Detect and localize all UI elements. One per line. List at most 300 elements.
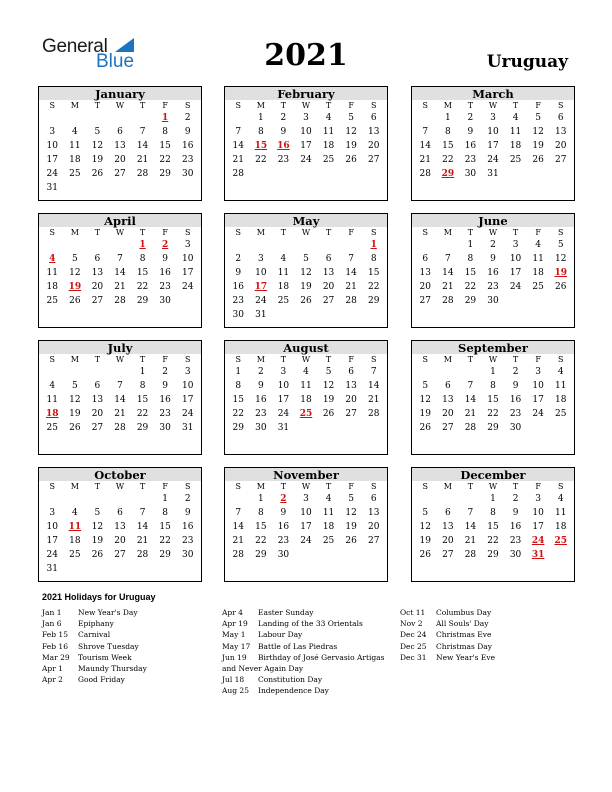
day-cell: 28: [136, 169, 149, 179]
day-cell: 6: [557, 113, 564, 123]
weekday-label: F: [348, 355, 354, 364]
holiday-name: Labour Day: [258, 630, 303, 640]
weekday-label: T: [325, 228, 332, 237]
day-cell: 16: [181, 522, 194, 532]
weekday-label: S: [235, 355, 242, 364]
weekday-label: T: [467, 355, 474, 364]
day-cell: 13: [114, 522, 126, 532]
weekday-label: S: [557, 101, 564, 110]
day-cell: 21: [419, 155, 431, 165]
day-grid: [39, 111, 201, 195]
day-grid: [412, 492, 574, 562]
day-cell: 11: [322, 508, 335, 518]
day-cell: 24: [46, 550, 58, 560]
day-cell: 14: [442, 268, 454, 278]
day-cell: 18: [277, 282, 290, 292]
day-cell: 10: [255, 268, 267, 278]
day-cell: 9: [280, 508, 287, 518]
empty-cell: [295, 238, 318, 252]
day-cell: 11: [554, 381, 567, 391]
holiday-column: [222, 607, 385, 697]
day-cell: 18: [69, 155, 81, 165]
empty-cell: [86, 492, 109, 506]
empty-cell: [227, 492, 250, 506]
weekday-label: W: [488, 228, 498, 237]
day-cell: 13: [367, 127, 380, 137]
empty-cell: [437, 492, 460, 506]
day-cell: 17: [509, 268, 522, 278]
day-cell: 26: [419, 550, 431, 560]
day-cell: 8: [139, 381, 146, 391]
holiday-day-cell: 18: [46, 409, 59, 419]
day-cell: 24: [487, 155, 499, 165]
month-title: January: [39, 87, 201, 100]
weekday-header: [39, 354, 201, 365]
holiday-name: Independence Day: [258, 686, 329, 696]
day-cell: 30: [181, 169, 194, 179]
day-cell: 14: [345, 268, 357, 278]
day-cell: 15: [442, 141, 454, 151]
day-cell: 22: [159, 536, 171, 546]
day-cell: 18: [554, 522, 567, 532]
day-cell: 7: [370, 367, 377, 377]
holiday-day-cell: 1: [162, 113, 169, 123]
weekday-label: F: [162, 228, 168, 237]
day-cell: 1: [162, 494, 168, 504]
weekday-label: S: [235, 482, 242, 491]
day-cell: 28: [345, 296, 357, 306]
weekday-label: F: [348, 101, 354, 110]
holiday-date: Jun 19: [222, 652, 247, 662]
day-cell: 5: [94, 508, 101, 518]
day-cell: 23: [232, 296, 244, 306]
weekday-label: T: [325, 482, 332, 491]
empty-cell: [340, 238, 363, 252]
day-cell: 17: [300, 141, 312, 151]
day-cell: 15: [255, 522, 267, 532]
weekday-header: [225, 227, 387, 238]
day-cell: 1: [490, 494, 496, 504]
weekday-header: [225, 100, 387, 111]
holiday-entry: [400, 641, 495, 652]
day-cell: 26: [91, 550, 104, 560]
day-cell: 20: [114, 155, 126, 165]
holiday-name: Christmas Eve: [436, 630, 492, 640]
day-grid: [225, 111, 387, 181]
weekday-label: T: [512, 355, 519, 364]
holiday-day-cell: 19: [554, 268, 567, 278]
month-september: [411, 340, 575, 455]
day-cell: 27: [114, 169, 126, 179]
day-cell: 14: [114, 268, 126, 278]
weekday-label: W: [488, 101, 498, 110]
day-cell: 22: [442, 155, 454, 165]
holiday-entry: [222, 652, 385, 663]
day-cell: 31: [46, 183, 58, 193]
month-title: June: [412, 214, 574, 227]
day-cell: 15: [487, 395, 499, 405]
day-cell: 16: [487, 268, 499, 278]
day-cell: 13: [367, 508, 380, 518]
day-cell: 5: [71, 381, 78, 391]
month-title: September: [412, 341, 574, 354]
month-title: April: [39, 214, 201, 227]
empty-cell: [414, 238, 437, 252]
weekday-label: T: [139, 101, 146, 110]
day-cell: 11: [322, 127, 335, 137]
weekday-label: F: [348, 482, 354, 491]
weekday-label: F: [535, 101, 541, 110]
weekday-label: T: [512, 482, 519, 491]
holiday-date: Apr 1: [42, 663, 63, 673]
holiday-name: Constitution Day: [258, 675, 323, 685]
weekday-label: M: [70, 228, 79, 237]
holiday-date: Feb 16: [42, 641, 68, 651]
weekday-label: T: [139, 355, 146, 364]
holiday-date: Oct 11: [400, 608, 426, 617]
day-cell: 5: [94, 127, 101, 137]
holiday-entry: [222, 663, 385, 674]
day-cell: 23: [464, 155, 477, 165]
month-july: [38, 340, 202, 455]
day-cell: 15: [159, 141, 171, 151]
day-cell: 30: [159, 423, 171, 433]
weekday-label: S: [235, 228, 242, 237]
day-cell: 24: [181, 409, 194, 419]
day-cell: 27: [114, 550, 126, 560]
weekday-label: S: [422, 482, 429, 491]
holiday-entry: [42, 674, 147, 685]
weekday-label: T: [94, 482, 101, 491]
day-cell: 11: [532, 254, 544, 264]
day-cell: 6: [117, 508, 123, 518]
day-cell: 2: [512, 494, 519, 504]
day-cell: 20: [442, 536, 454, 546]
day-cell: 24: [509, 282, 522, 292]
day-cell: 6: [117, 127, 123, 137]
weekday-label: T: [467, 228, 474, 237]
day-cell: 10: [277, 381, 290, 391]
weekday-label: M: [443, 228, 452, 237]
day-cell: 18: [322, 522, 335, 532]
day-cell: 10: [532, 508, 544, 518]
day-cell: 1: [444, 113, 451, 123]
weekday-label: T: [139, 482, 146, 491]
brand-name-line1: General: [42, 36, 108, 57]
day-cell: 28: [114, 423, 126, 433]
holiday-name: Birthday of José Gervasio Artigas: [258, 652, 385, 662]
empty-cell: [41, 238, 64, 252]
day-cell: 28: [442, 296, 454, 306]
day-cell: 24: [255, 296, 267, 306]
holiday-date: Apr 19: [222, 619, 248, 629]
day-cell: 7: [139, 127, 146, 137]
weekday-label: T: [467, 101, 474, 110]
weekday-label: S: [49, 355, 56, 364]
day-cell: 17: [181, 395, 194, 405]
day-cell: 22: [136, 409, 149, 419]
day-cell: 14: [136, 522, 149, 532]
month-may: [224, 213, 388, 328]
day-cell: 16: [277, 522, 290, 532]
day-cell: 19: [300, 282, 312, 292]
day-cell: 19: [532, 141, 544, 151]
day-grid: [225, 492, 387, 562]
day-cell: 3: [303, 113, 309, 123]
day-cell: 4: [280, 254, 287, 264]
holiday-name: Carnival: [78, 630, 111, 640]
day-cell: 10: [300, 508, 312, 518]
holiday-day-cell: 1: [139, 240, 146, 250]
weekday-label: S: [370, 482, 377, 491]
day-cell: 15: [464, 268, 477, 278]
day-cell: 1: [139, 367, 146, 377]
holiday-name: Maundy Thursday: [78, 663, 147, 673]
day-cell: 19: [345, 141, 357, 151]
day-cell: 15: [232, 395, 244, 405]
day-cell: 26: [69, 423, 81, 433]
day-cell: 31: [487, 169, 499, 179]
day-cell: 14: [464, 522, 477, 532]
holiday-day-cell: 1: [370, 240, 377, 250]
day-cell: 13: [322, 268, 335, 278]
day-cell: 14: [464, 395, 477, 405]
day-cell: 6: [444, 381, 451, 391]
day-cell: 18: [532, 268, 544, 278]
day-cell: 29: [136, 296, 149, 306]
month-december: [411, 467, 575, 582]
day-cell: 29: [159, 169, 171, 179]
empty-cell: [437, 365, 460, 379]
day-grid: [225, 238, 387, 322]
weekday-label: W: [301, 355, 311, 364]
holiday-entry: [400, 607, 495, 618]
empty-cell: [109, 492, 132, 506]
day-cell: 21: [464, 536, 477, 546]
day-cell: 23: [277, 155, 290, 165]
day-cell: 4: [557, 494, 564, 504]
holiday-name: All Souls' Day: [436, 619, 489, 629]
day-cell: 2: [467, 113, 474, 123]
day-cell: 31: [181, 423, 194, 433]
day-cell: 4: [535, 240, 541, 250]
day-cell: 19: [91, 536, 104, 546]
weekday-label: S: [422, 228, 429, 237]
weekday-label: S: [557, 355, 564, 364]
empty-cell: [459, 492, 482, 506]
day-cell: 27: [91, 423, 104, 433]
holiday-date: Dec 25: [400, 641, 427, 651]
day-cell: 24: [300, 536, 312, 546]
day-cell: 22: [255, 155, 267, 165]
empty-cell: [414, 492, 437, 506]
day-cell: 3: [490, 113, 496, 123]
day-cell: 10: [46, 141, 58, 151]
day-cell: 27: [367, 536, 380, 546]
day-cell: 1: [490, 367, 496, 377]
weekday-label: S: [49, 482, 56, 491]
day-cell: 6: [370, 113, 377, 123]
holiday-name: New Year's Eve: [436, 652, 496, 662]
day-cell: 21: [136, 536, 149, 546]
day-cell: 24: [532, 409, 544, 419]
day-cell: 3: [535, 367, 541, 377]
weekday-header: [39, 227, 201, 238]
day-cell: 17: [487, 141, 499, 151]
day-cell: 8: [444, 127, 451, 137]
holiday-name: Landing of the 33 Orientals: [258, 619, 363, 629]
day-cell: 1: [257, 494, 264, 504]
day-cell: 12: [69, 268, 81, 278]
day-cell: 9: [490, 254, 496, 264]
day-cell: 22: [255, 536, 267, 546]
day-cell: 20: [322, 282, 335, 292]
day-cell: 22: [136, 282, 149, 292]
day-cell: 26: [532, 155, 544, 165]
holiday-column: [42, 607, 147, 685]
day-cell: 9: [467, 127, 474, 137]
holiday-date: Mar 29: [42, 652, 70, 662]
holiday-date: Feb 15: [42, 630, 68, 640]
holiday-entry: [222, 674, 385, 685]
day-cell: 6: [348, 367, 354, 377]
day-cell: 7: [348, 254, 354, 264]
day-cell: 7: [117, 254, 123, 264]
weekday-label: T: [94, 228, 101, 237]
holiday-entry: [400, 618, 495, 629]
day-cell: 4: [325, 113, 332, 123]
weekday-header: [225, 354, 387, 365]
day-cell: 17: [532, 395, 544, 405]
day-cell: 16: [509, 522, 522, 532]
day-cell: 18: [46, 282, 58, 292]
weekday-label: F: [535, 228, 541, 237]
day-cell: 28: [367, 409, 380, 419]
holidays-title: 2021 Holidays for Uruguay: [42, 592, 156, 602]
day-cell: 25: [46, 296, 58, 306]
day-cell: 11: [46, 268, 58, 278]
day-cell: 31: [46, 564, 58, 574]
day-cell: 21: [232, 536, 244, 546]
weekday-label: T: [94, 101, 101, 110]
holiday-entry: [42, 663, 147, 674]
weekday-label: F: [162, 482, 168, 491]
holiday-date: Dec 31: [400, 652, 427, 662]
weekday-label: S: [184, 482, 191, 491]
day-cell: 2: [280, 113, 287, 123]
day-cell: 19: [419, 536, 431, 546]
day-grid: [39, 238, 201, 308]
day-cell: 29: [487, 423, 499, 433]
day-cell: 12: [69, 395, 81, 405]
weekday-label: M: [70, 482, 79, 491]
weekday-label: T: [280, 228, 287, 237]
day-cell: 17: [46, 155, 58, 165]
holiday-date: Jan 1: [42, 608, 62, 617]
day-cell: 9: [257, 381, 264, 391]
day-cell: 25: [322, 536, 335, 546]
day-cell: 11: [277, 268, 290, 278]
weekday-label: T: [325, 101, 332, 110]
month-title: July: [39, 341, 201, 354]
day-cell: 28: [232, 550, 244, 560]
day-cell: 14: [114, 395, 126, 405]
weekday-label: S: [422, 355, 429, 364]
empty-cell: [227, 111, 250, 125]
day-cell: 9: [280, 127, 287, 137]
day-grid: [412, 238, 574, 308]
weekday-label: M: [70, 355, 79, 364]
day-cell: 30: [255, 423, 267, 433]
day-cell: 11: [554, 508, 567, 518]
country-name: Uruguay: [486, 52, 568, 72]
day-cell: 15: [487, 522, 499, 532]
day-cell: 8: [257, 127, 264, 137]
month-april: [38, 213, 202, 328]
holiday-date: Dec 24: [400, 630, 427, 640]
day-cell: 1: [235, 367, 242, 377]
day-grid: [412, 365, 574, 435]
day-cell: 23: [159, 409, 171, 419]
day-cell: 29: [487, 550, 499, 560]
day-cell: 21: [114, 282, 126, 292]
empty-cell: [109, 365, 132, 379]
holiday-name: Tourism Week: [78, 652, 132, 662]
day-cell: 18: [554, 395, 567, 405]
weekday-label: W: [115, 355, 125, 364]
month-title: August: [225, 341, 387, 354]
holiday-day-cell: 11: [68, 522, 82, 532]
day-cell: 7: [444, 254, 451, 264]
holiday-day-cell: 2: [280, 494, 287, 504]
day-cell: 2: [184, 494, 191, 504]
day-cell: 12: [554, 254, 567, 264]
weekday-label: S: [184, 228, 191, 237]
day-cell: 14: [232, 141, 244, 151]
day-cell: 11: [69, 141, 81, 151]
day-cell: 30: [487, 296, 499, 306]
day-cell: 25: [322, 155, 335, 165]
day-cell: 27: [367, 155, 380, 165]
weekday-label: S: [235, 101, 242, 110]
weekday-label: W: [115, 482, 125, 491]
weekday-label: W: [488, 482, 498, 491]
weekday-label: M: [256, 228, 265, 237]
empty-cell: [131, 492, 154, 506]
weekday-label: M: [256, 101, 265, 110]
day-cell: 26: [300, 296, 312, 306]
weekday-label: W: [115, 228, 125, 237]
day-cell: 10: [46, 522, 58, 532]
day-cell: 13: [442, 395, 454, 405]
day-cell: 5: [348, 494, 354, 504]
day-cell: 8: [257, 508, 264, 518]
day-cell: 12: [345, 508, 357, 518]
day-cell: 20: [367, 522, 380, 532]
empty-cell: [64, 111, 87, 125]
weekday-label: F: [348, 228, 354, 237]
day-cell: 1: [257, 113, 264, 123]
day-cell: 5: [71, 254, 78, 264]
day-cell: 16: [232, 282, 244, 292]
weekday-label: M: [443, 355, 452, 364]
holiday-day-cell: 16: [277, 141, 290, 151]
day-cell: 25: [532, 282, 544, 292]
day-cell: 13: [91, 268, 104, 278]
month-title: November: [225, 468, 387, 481]
day-cell: 23: [159, 282, 171, 292]
day-cell: 26: [419, 423, 431, 433]
